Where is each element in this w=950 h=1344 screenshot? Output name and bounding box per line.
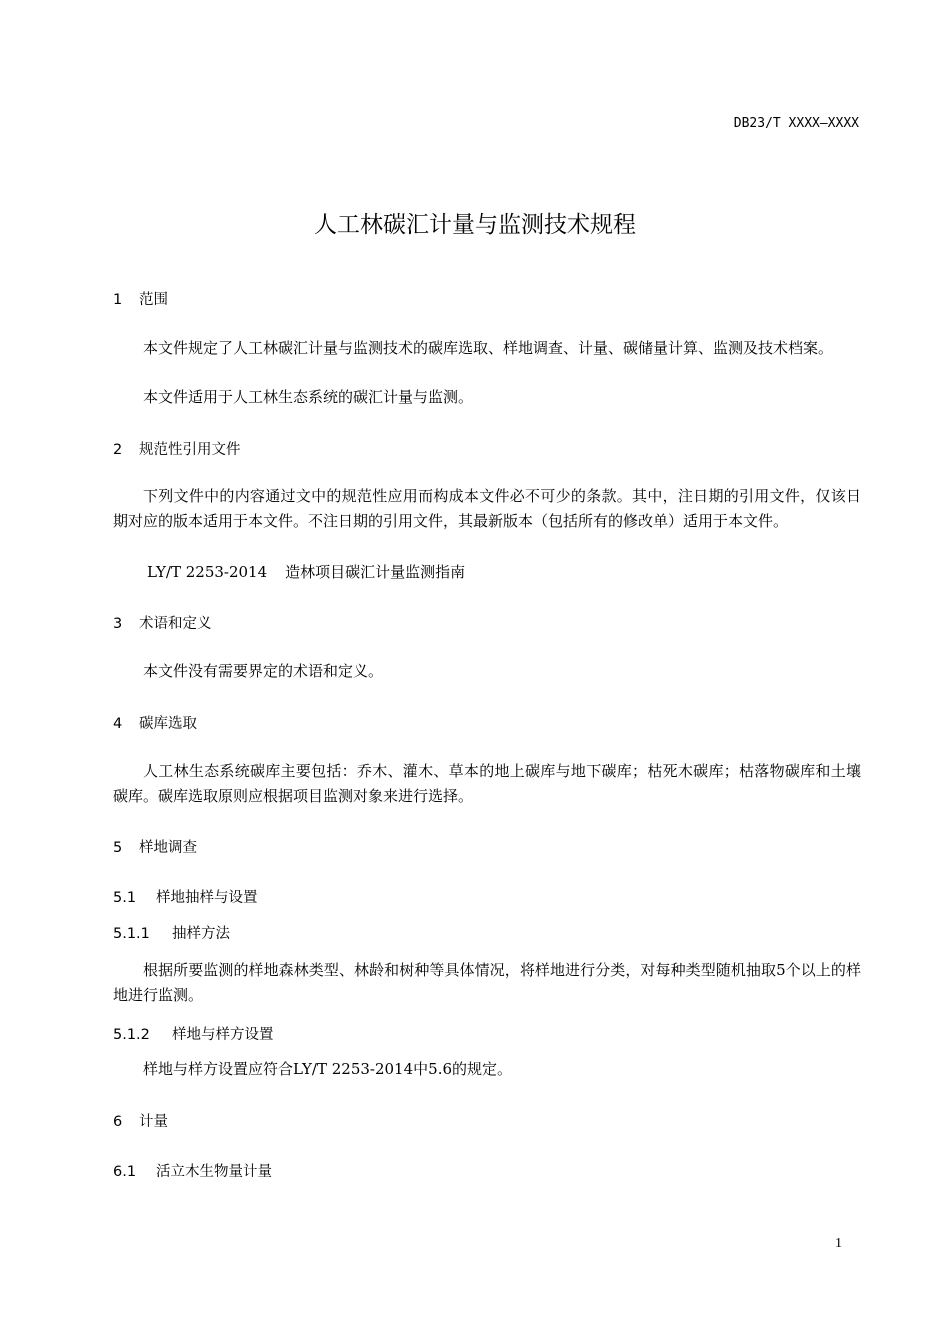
section-title: 碳库选取	[139, 716, 197, 732]
document-title: 人工林碳汇计量与监测技术规程	[314, 212, 636, 238]
normative-reference	[147, 561, 465, 582]
section-number: 5.1.2	[113, 1027, 150, 1043]
section-title: 活立木生物量计量	[156, 1164, 272, 1180]
section-2-paragraph-1: 下列文件中的内容通过文中的规范性应用而构成本文件必不可少的条款。其中，注日期的引用文件，仅该日期对应的版本适用于本文件。不注日期的引用文件，其最新版本（包括所有的修改单）适用于本文件。	[113, 487, 861, 530]
section-5-1-1-heading	[113, 922, 230, 943]
section-number: 5	[113, 840, 123, 856]
section-1-paragraph-1: 本文件规定了人工林碳汇计量与监测技术的碳库选取、样地调查、计量、碳储量计算、监测及技术档案。	[143, 339, 834, 357]
section-4-paragraph-1: 人工林生态系统碳库主要包括：乔木、灌木、草本的地上碳库与地下碳库；枯死木碳库；枯落物碳库和土壤碳库。碳库选取原则应根据项目监测对象来进行选择。	[113, 762, 861, 805]
section-2-heading	[113, 438, 241, 459]
section-4-heading	[113, 712, 197, 733]
section-title: 范围	[139, 292, 168, 308]
section-title: 样地抽样与设置	[156, 890, 258, 906]
section-3-heading	[113, 612, 212, 633]
section-number: 1	[113, 292, 123, 308]
section-title: 抽样方法	[172, 926, 230, 942]
section-5-1-heading	[113, 886, 258, 907]
section-title: 术语和定义	[139, 616, 212, 632]
section-6-heading	[113, 1110, 168, 1131]
section-3-paragraph-1: 本文件没有需要界定的术语和定义。	[143, 662, 384, 680]
section-number: 3	[113, 616, 123, 632]
reference-title: 造林项目碳汇计量监测指南	[285, 563, 466, 581]
section-number: 5.1	[113, 890, 137, 906]
section-number: 6	[113, 1114, 123, 1130]
section-1-paragraph-2: 本文件适用于人工林生态系统的碳汇计量与监测。	[143, 388, 474, 406]
section-5-1-2-paragraph-1: 样地与样方设置应符合LY/T 2253-2014中5.6的规定。	[143, 1060, 513, 1078]
section-title: 计量	[139, 1114, 168, 1130]
document-code: DB23/T XXXX—XXXX	[733, 116, 859, 131]
section-5-1-2-heading	[113, 1023, 274, 1044]
section-5-1-1-paragraph-1: 根据所要监测的样地森林类型、林龄和树种等具体情况，将样地进行分类，对每种类型随机抽取5个以上的样地进行监测。	[113, 961, 861, 1004]
section-1-heading	[113, 288, 168, 309]
section-number: 2	[113, 442, 123, 458]
section-title: 样地调查	[139, 840, 197, 856]
section-number: 5.1.1	[113, 926, 150, 942]
section-title: 样地与样方设置	[172, 1027, 274, 1043]
section-number: 6.1	[113, 1164, 137, 1180]
reference-code: LY/T 2253-2014	[147, 563, 268, 581]
section-6-1-heading	[113, 1160, 272, 1181]
page-number: 1	[835, 1236, 842, 1251]
section-number: 4	[113, 716, 123, 732]
section-title: 规范性引用文件	[139, 442, 241, 458]
section-5-heading	[113, 836, 197, 857]
